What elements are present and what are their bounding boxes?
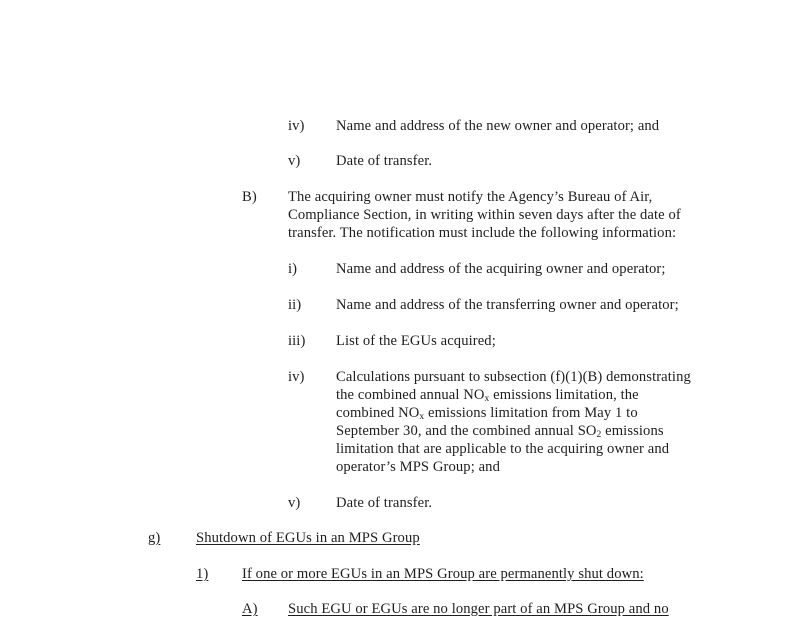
item-text: Date of transfer. <box>336 495 433 511</box>
subscript: x <box>419 412 425 422</box>
item-text: Date of transfer. <box>336 153 433 169</box>
paragraph-line <box>336 422 664 440</box>
item-label: iv) <box>288 118 305 134</box>
item-label: i) <box>288 261 298 277</box>
paragraph-line: limitation that are applicable to the acquiring owner and <box>336 441 670 457</box>
paragraph-line: The acquiring owner must notify the Agency’s Bureau of Air, <box>288 189 653 205</box>
text-run: the combined annual NO <box>336 387 485 403</box>
item-text: Name and address of the new owner and operator; and <box>336 118 660 134</box>
item-label: 1) <box>196 566 209 582</box>
paragraph-line: operator’s MPS Group; and <box>336 459 500 475</box>
subscript: 2 <box>596 430 602 440</box>
text-run: September 30, and the combined annual SO <box>336 423 597 439</box>
paragraph-line: Calculations pursuant to subsection (f)(1)(B) demonstrating <box>336 369 691 385</box>
item-label: iv) <box>288 369 305 385</box>
paragraph-line: Compliance Section, in writing within seven days after the date of <box>288 207 681 223</box>
item-label: A) <box>242 601 258 617</box>
text-run: emissions limitation, the <box>489 387 639 403</box>
item-text: Name and address of the acquiring owner and operator; <box>336 261 666 277</box>
text-run: emissions limitation from May 1 to <box>424 405 638 421</box>
subscript: x <box>484 394 490 404</box>
item-label: v) <box>288 153 301 169</box>
item-text: Name and address of the transferring owner and operator; <box>336 297 679 313</box>
item-text: Such EGU or EGUs are no longer part of an MPS Group and no <box>288 601 669 617</box>
paragraph-line <box>336 386 639 404</box>
item-label: ii) <box>288 297 302 313</box>
item-label: iii) <box>288 333 306 349</box>
text-run: emissions <box>601 423 664 439</box>
section-label: g) <box>148 530 161 546</box>
item-label: v) <box>288 495 301 511</box>
paragraph-line <box>336 404 638 422</box>
text-run: combined NO <box>336 405 420 421</box>
section-heading: Shutdown of EGUs in an MPS Group <box>196 530 420 546</box>
item-text: If one or more EGUs in an MPS Group are permanently shut down: <box>242 566 644 582</box>
item-label: B) <box>242 189 257 205</box>
item-text: List of the EGUs acquired; <box>336 333 496 349</box>
paragraph-line: transfer. The notification must include the following information: <box>288 225 677 241</box>
